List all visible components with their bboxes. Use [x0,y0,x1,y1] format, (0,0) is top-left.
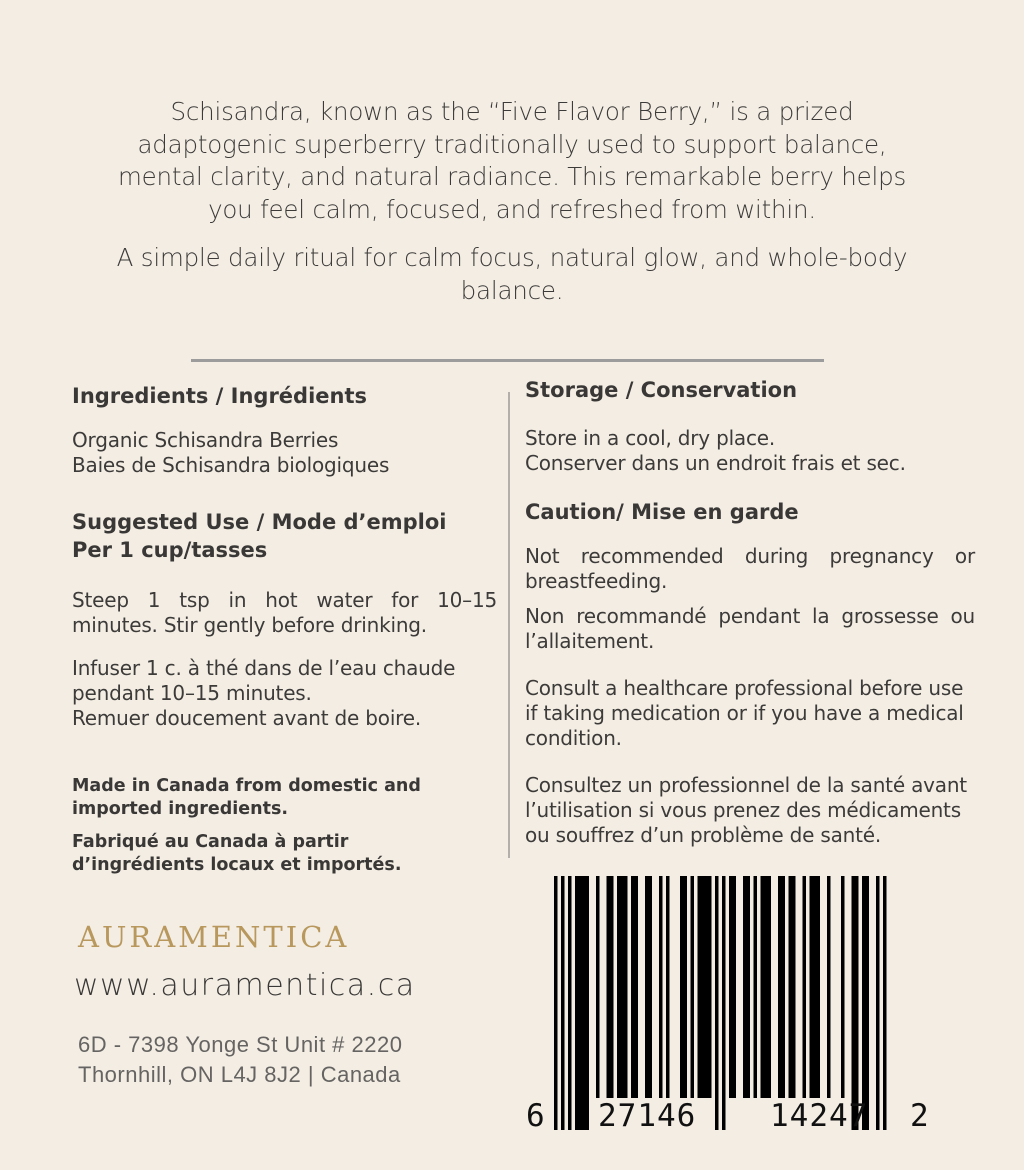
barcode-bar [596,876,600,1098]
barcode-bar [813,876,817,1098]
barcode-bar [649,876,653,1098]
barcode-bar [852,876,856,1130]
barcode-bar [708,876,712,1098]
address-line-1: 6D - 7398 Yonge St Unit # 2220 [78,1032,403,1057]
barcode-bar [761,876,765,1098]
barcode-bar [579,876,583,1130]
intro-paragraph-2: A simple daily ritual for calm focus, natural glow, and whole-body balance. [116,243,908,305]
address [78,1030,402,1090]
barcode-bar [789,876,793,1098]
barcode-bar [876,876,880,1130]
barcode-bar [701,876,705,1098]
brand-logo: AURAMENTICA [78,920,350,954]
left-column [72,382,497,877]
barcode-bar [866,876,870,1130]
barcode-bar [754,876,758,1098]
horizontal-divider [191,359,824,362]
address-line-2: Thornhill, ON L4J 8J2 | Canada [78,1062,401,1087]
barcode-bar [586,876,590,1130]
barcode-bar [747,876,751,1098]
intro-paragraph-1: Schisandra, known as the “Five Flavor Berry,” is a prized adaptogenic superberry traditionally used to support balance, mental clarity, and natural radiance. This remarkable berry helps you feel calm, focused, and refreshed from within. [117,97,907,224]
ingredients-en: Organic Schisandra Berries [72,428,339,452]
barcode-bar [855,876,859,1130]
barcode-bar [607,876,611,1098]
barcode-bar [621,876,625,1098]
barcode-group-left: 27146 [598,1098,697,1134]
barcode-bar [722,876,726,1130]
suggested-use-fr-2: Remuer doucement avant de boire. [72,706,422,730]
caution-pregnancy-fr: Non recommandé pendant la grossesse ou l’allaitement. [525,604,975,653]
barcode-digit-last: 2 [910,1098,929,1134]
barcode-bar [575,876,579,1130]
barcode-bar [803,876,807,1098]
caution-heading: Caution/ Mise en garde [525,500,799,524]
caution-medical-fr: Consultez un professionnel de la santé avant l’utilisation si vous prenez des médicaments ou souffrez d’un problème de santé. [525,773,967,847]
barcode-bar [624,876,628,1098]
barcode-bar [729,876,733,1098]
barcode-bars [554,876,887,1130]
intro-text [110,96,914,307]
barcode-bar [684,876,688,1098]
barcode-bar [817,876,821,1098]
barcode-bar [691,876,695,1098]
caution-medical-en: Consult a healthcare professional before use if taking medication or if you have a medical condition. [525,676,964,750]
column-divider [508,392,510,858]
storage-fr: Conserver dans un endroit frais et sec. [525,451,906,475]
barcode-group-right: 14247 [770,1098,869,1134]
barcode-bar [631,876,635,1098]
origin-fr: Fabriqué au Canada à partir d’ingrédients locaux et importés. [72,832,402,875]
barcode-bar [862,876,866,1130]
barcode-bar [680,876,684,1098]
barcode-bar [827,876,831,1098]
barcode-bar [743,876,747,1098]
barcode-bar [554,876,558,1130]
barcode-bar [610,876,614,1098]
barcode-bar [568,876,572,1130]
barcode-bar [764,876,768,1098]
barcode-bar [561,876,565,1130]
barcode-bar [666,876,670,1098]
suggested-use-heading: Suggested Use / Mode d’emploi [72,510,447,534]
barcode-bar [778,876,782,1098]
barcode-bar [715,876,719,1130]
storage-en: Store in a cool, dry place. [525,426,776,450]
barcode-bar [841,876,845,1098]
barcode-bar [733,876,737,1098]
barcode-bar [705,876,709,1098]
storage-heading: Storage / Conservation [525,378,798,402]
website-url[interactable]: www.auramentica.ca [74,968,416,1003]
ingredients-fr: Baies de Schisandra biologiques [72,453,390,477]
barcode-bar [635,876,639,1098]
suggested-use-en: Steep 1 tsp in hot water for 10–15 minutes. Stir gently before drinking. [72,588,497,637]
barcode-bar [782,876,786,1098]
barcode-bar [810,876,814,1098]
origin-en: Made in Canada from domestic and imported ingredients. [72,776,421,819]
barcode-bar [582,876,586,1130]
ingredients-heading: Ingredients / Ingrédients [72,384,368,408]
suggested-use-fr: Infuser 1 c. à thé dans de l’eau chaude pendant 10–15 minutes. [72,656,456,705]
caution-pregnancy-en: Not recommended during pregnancy or breastfeeding. [525,544,975,593]
barcode [520,874,940,1164]
barcode-bar [698,876,702,1098]
barcode-bar [659,876,663,1098]
suggested-use-subheading: Per 1 cup/tasses [72,538,268,562]
barcode-bar [768,876,772,1098]
right-column [525,376,975,848]
barcode-bar [617,876,621,1098]
barcode-digit-first: 6 [526,1098,545,1134]
barcode-bar [883,876,887,1130]
barcode-bar [645,876,649,1098]
barcode-bar [792,876,796,1098]
